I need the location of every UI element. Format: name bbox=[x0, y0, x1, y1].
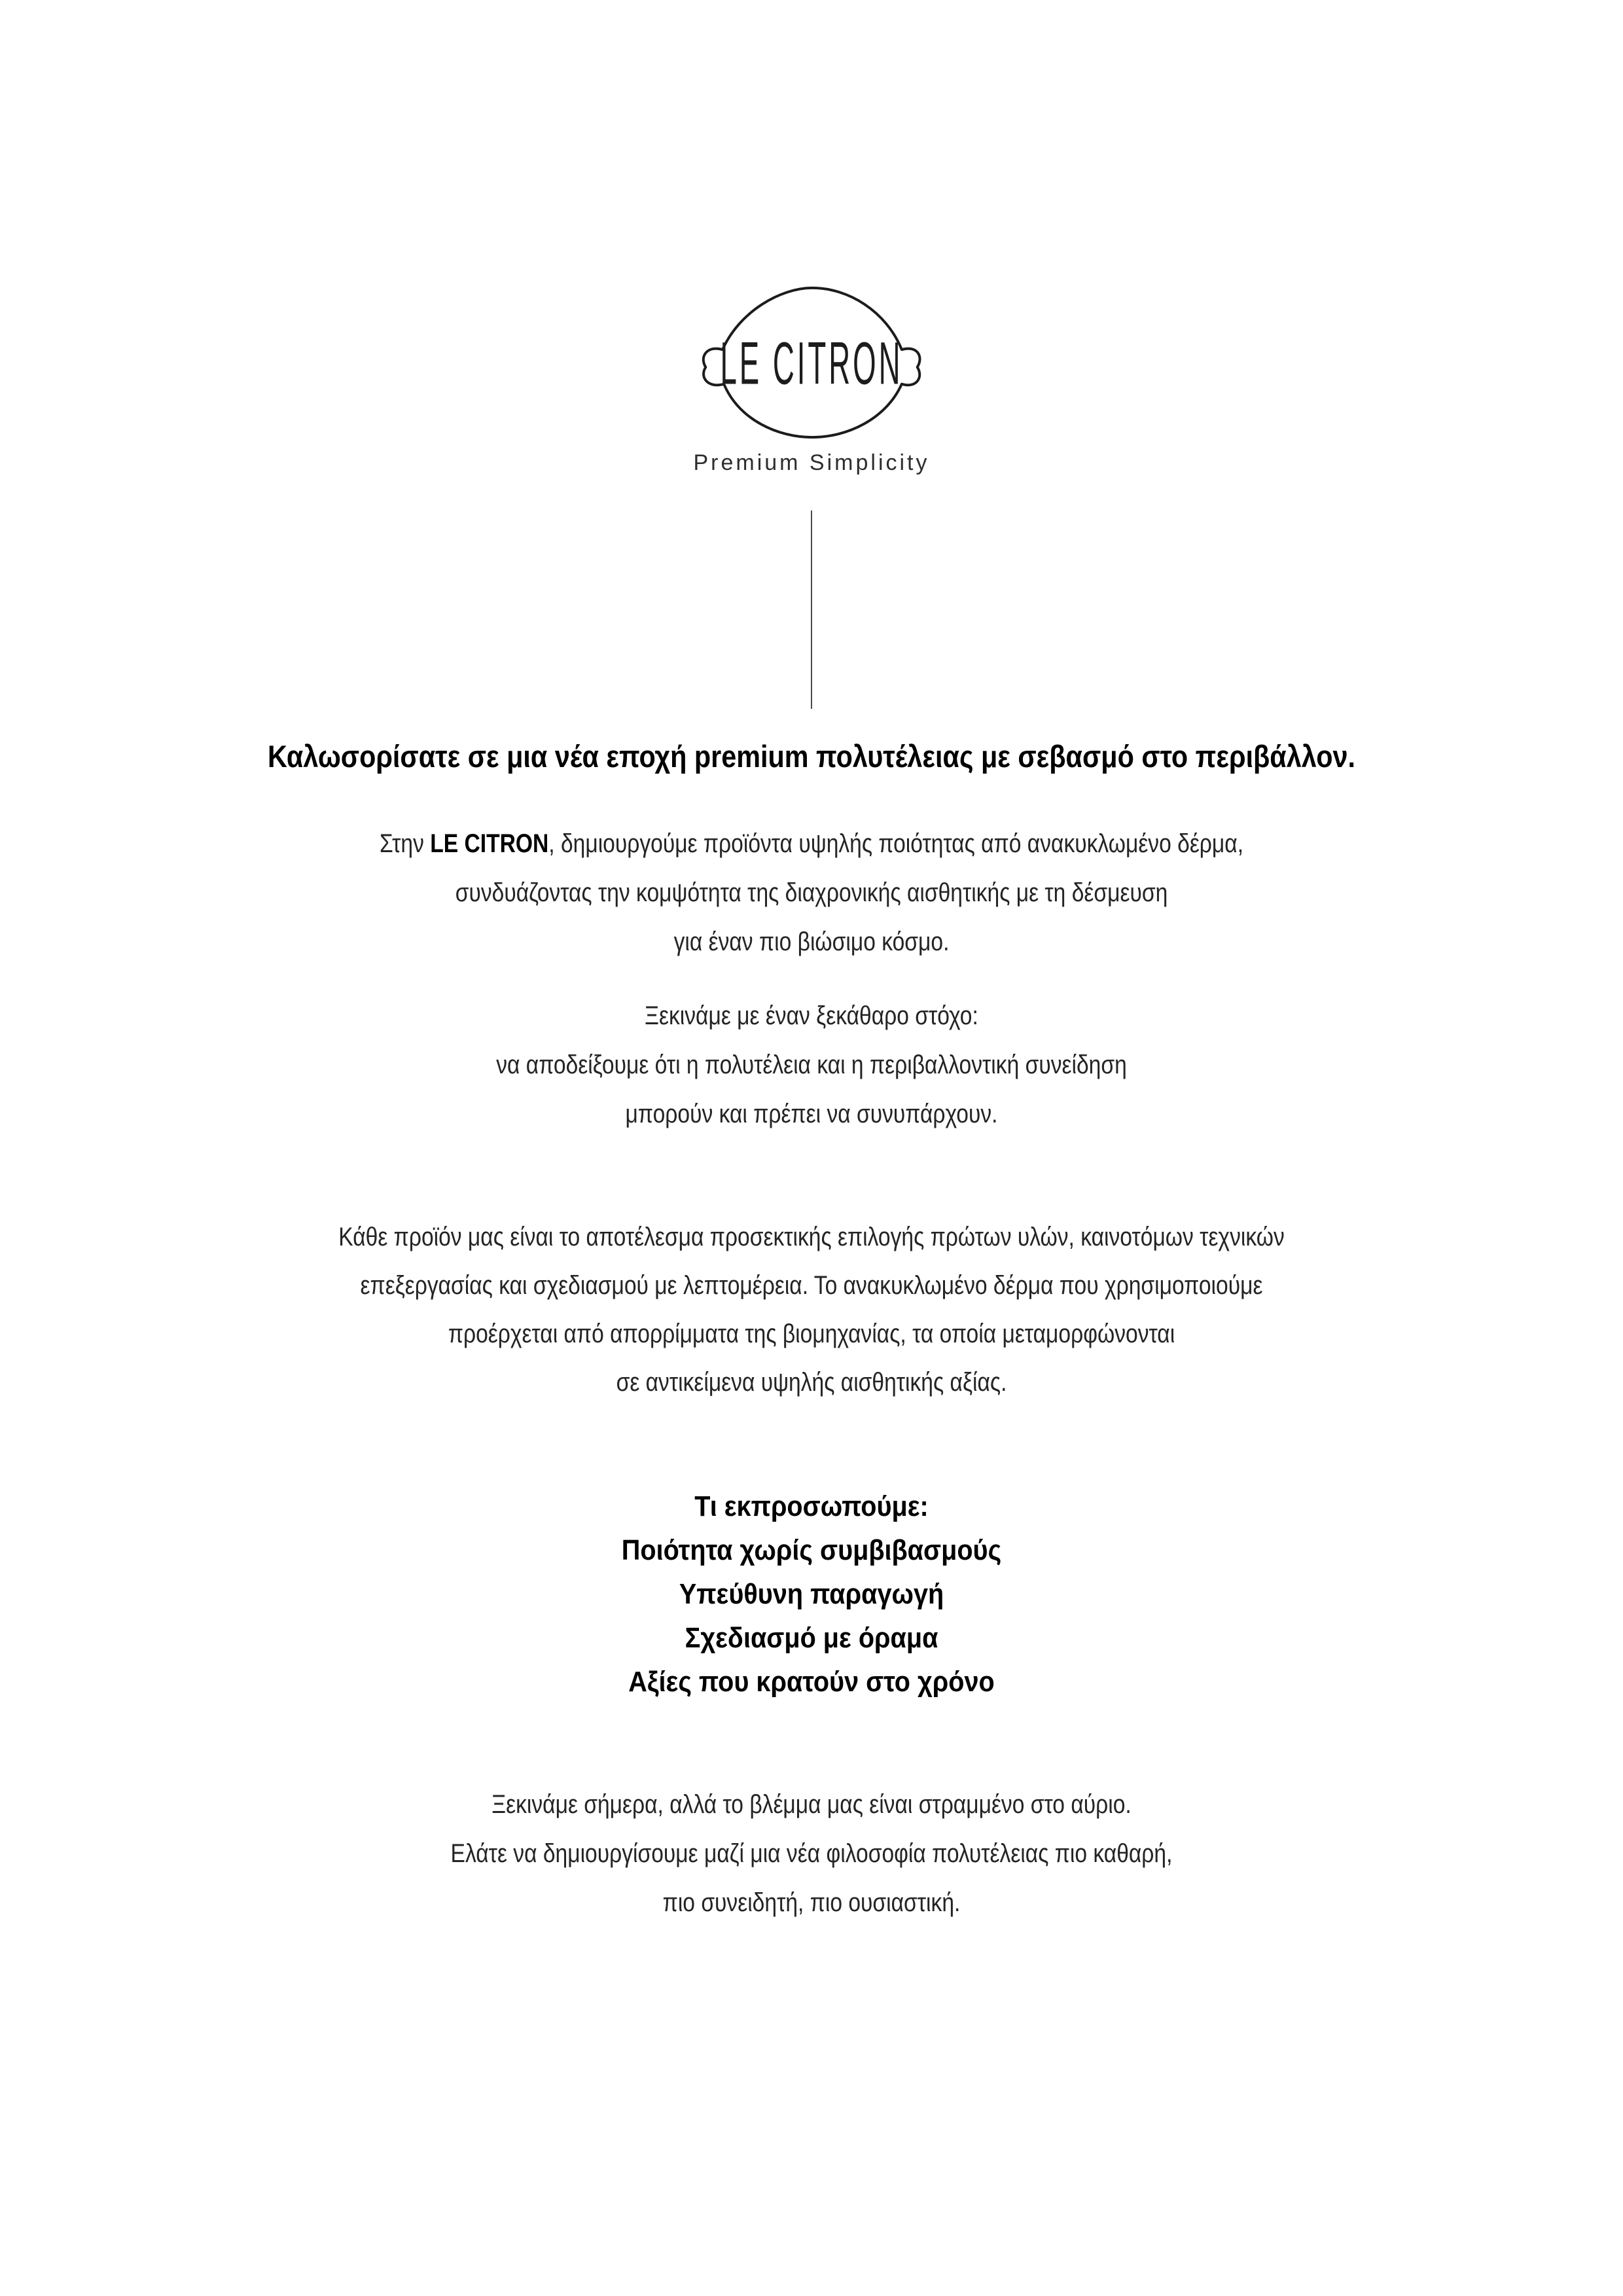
logo-brand-text: LE CITRON bbox=[720, 330, 903, 398]
values-item: Ποιότητα χωρίς συμβιβασμούς bbox=[621, 1534, 1002, 1566]
paragraph-goal-line3: μπορούν και πρέπει να συνυπάρχουν. bbox=[625, 1100, 998, 1128]
paragraph-product-line1: Κάθε προϊόν μας είναι το αποτέλεσμα προσεκτικής επιλογής πρώτων υλών, καινοτόμων τεχνικών bbox=[338, 1223, 1285, 1251]
paragraph-product-line2: επεξεργασίας και σχεδιασμού με λεπτομέρεια. Το ανακυκλωμένο δέρμα που χρησιμοποιούμε bbox=[360, 1271, 1263, 1300]
paragraph-product-line3: προέρχεται από απορρίμματα της βιομηχανίας, τα οποία μεταμορφώνονται bbox=[448, 1319, 1175, 1348]
intro-heading: Καλωσορίσατε σε μια νέα εποχή premium πολυτέλειας με σεβασμό στο περιβάλλον. bbox=[267, 739, 1355, 774]
values-item: Αξίες που κρατούν στο χρόνο bbox=[628, 1666, 995, 1698]
closing-line1: Ξεκινάμε σήμερα, αλλά το βλέμμα μας είναι στραμμένο στο αύριο. bbox=[491, 1790, 1132, 1819]
values-item: Υπεύθυνη παραγωγή bbox=[679, 1578, 944, 1610]
paragraph-goal-line1: Ξεκινάμε με έναν ξεκάθαρο στόχο: bbox=[645, 1001, 978, 1030]
brand-line-rest: , δημιουργούμε προϊόντα υψηλής ποιότητας από ανακυκλωμένο δέρμα, bbox=[548, 829, 1244, 858]
closing-line3: πιο συνειδητή, πιο ουσιαστική. bbox=[662, 1888, 961, 1917]
brand-line-prefix: Στην bbox=[379, 829, 431, 858]
paragraph-product bbox=[130, 1213, 1493, 1407]
closing-line2: Ελάτε να δημιουργίσουμε μαζί μια νέα φιλοσοφία πολυτέλειας πιο καθαρή, bbox=[450, 1839, 1173, 1868]
paragraph-brand-line3: για έναν πιο βιώσιμο κόσμο. bbox=[673, 927, 950, 956]
values-section bbox=[81, 1484, 1542, 1704]
paragraph-brand bbox=[130, 819, 1493, 967]
paragraph-goal-line2: να αποδείξουμε ότι η πολυτέλεια και η περιβαλλοντική συνείδηση bbox=[496, 1050, 1127, 1079]
vertical-divider bbox=[811, 511, 812, 709]
lemon-outline-icon bbox=[697, 281, 926, 444]
values-item: Σχεδιασμό με όραμα bbox=[685, 1622, 938, 1654]
values-heading: Τι εκπροσωπούμε: bbox=[694, 1490, 929, 1522]
paragraph-brand-line2: συνδυάζοντας την κομψότητα της διαχρονικής αισθητικής με τη δέσμευση bbox=[455, 878, 1168, 907]
closing-paragraph bbox=[130, 1780, 1493, 1928]
brand-name-inline: LE CITRON bbox=[430, 829, 549, 858]
paragraph-brand-line1 bbox=[130, 819, 1493, 869]
paragraph-product-line4: σε αντικείμενα υψηλής αισθητικής αξίας. bbox=[616, 1368, 1007, 1397]
brand-tagline: Premium Simplicity bbox=[693, 450, 930, 475]
paragraph-goal bbox=[130, 992, 1493, 1139]
brand-logo bbox=[0, 281, 1623, 444]
